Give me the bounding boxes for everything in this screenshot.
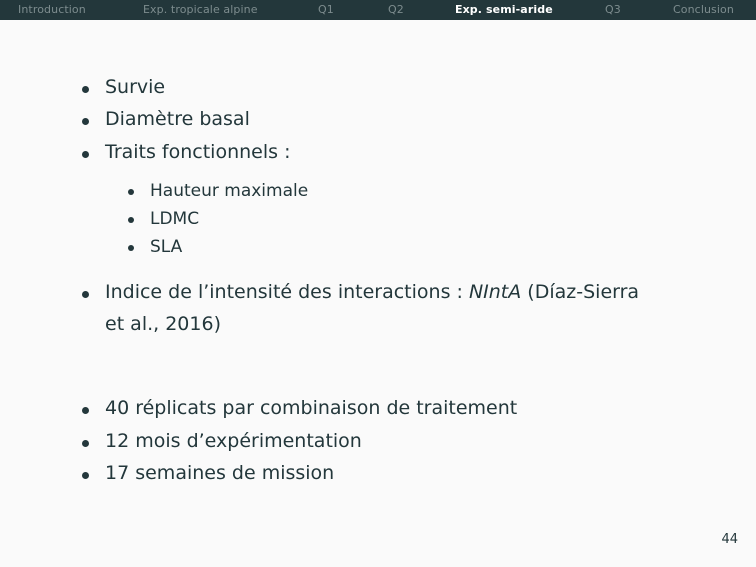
nav-item-q2[interactable]: Q2 [388,3,404,16]
bullet-dot [82,86,89,93]
bullet-text: 40 réplicats par combinaison de traitement [105,397,518,419]
index-citation: (Díaz-Sierra [521,281,640,303]
bullet-dot [82,407,89,414]
bullet-dot [82,291,89,298]
bullet-dot [128,245,134,251]
bullet-text: Diamètre basal [105,108,250,130]
bullet-dot [82,440,89,447]
nav-item-q1[interactable]: Q1 [318,3,334,16]
bullet-text: 12 mois d’expérimentation [105,430,362,452]
bullet-dot [128,189,134,195]
nav-item-exp-semi-aride[interactable]: Exp. semi-aride [455,3,553,16]
nav-item-conclusion[interactable]: Conclusion [673,3,734,16]
index-symbol: NIntA [468,281,522,303]
sub-bullet-text: Hauteur maximale [150,181,309,201]
bullet-text: Survie [105,76,166,98]
sub-bullet-text: LDMC [150,209,200,229]
bullet-text: Traits fonctionnels : [105,141,291,163]
bullet-dot [82,118,89,125]
bullet-text: 17 semaines de mission [105,462,335,484]
nav-item-q3[interactable]: Q3 [605,3,621,16]
page-number: 44 [721,532,738,547]
nav-item-exp-tropicale-alpine[interactable]: Exp. tropicale alpine [143,3,258,16]
bullet-text-continuation: et al., 2016) [105,313,221,335]
sub-bullet-text: SLA [150,237,183,257]
bullet-text [105,281,639,303]
nav-item-introduction[interactable]: Introduction [18,3,86,16]
bullet-dot [128,217,134,223]
bullet-dot [82,472,89,479]
index-prefix: Indice de l’intensité des interactions : [105,281,469,303]
bullet-dot [82,151,89,158]
